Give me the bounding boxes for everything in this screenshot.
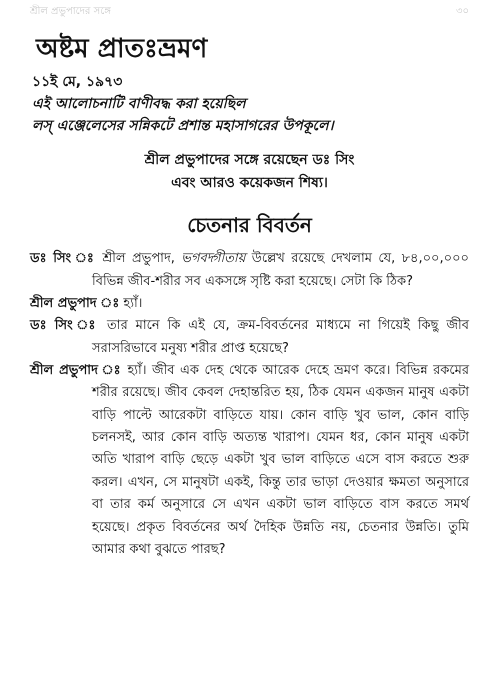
dialogue-paragraph: [30, 293, 469, 315]
running-header: [30, 4, 469, 21]
dialogue-text: হ্যাঁ। জীব এক দেহ থেকে আরেক দেহে ভ্রমণ করে। বিভিন্ন রকমের শরীর রয়েছে। জীব কেবল দেহান্তরিত হয়, ঠিক যেমন একজন মানুষ একটা বাড়ি পাল্টে আরেকটা বাড়িতে যায়। কোন বাড়ি খুব ভাল, কোন বাড়ি চলনসই, আর কোন বাড়ি অত্যন্ত খারাপ। যেমন ধর, কোন মানুষ একটা অতি খারাপ বাড়ি ছেড়ে একটা খুব ভাল বাড়িতে এসে বাস করতে শুরু করল। এখন, সে মানুষটা একই, কিন্তু তার ভাড়া দেওয়ার ক্ষমতা অনুসারে বা তার কর্ম অনুসারে সে এখন একটা ভাল বাড়িতে বাস করতে সমর্থ হয়েছে। প্রকৃত বিবর্তনের অর্থ দৈহিক উন্নতি নয়, চেতনার উন্নতি। তুমি আমার কথা বুঝতে পারছ?: [92, 363, 469, 557]
speaker-label: ডঃ সিং ঃ: [30, 251, 97, 267]
page-number: ৩০: [455, 6, 469, 17]
dialogue-paragraph: [30, 315, 469, 360]
speaker-label: ডঃ সিং ঃ: [30, 318, 100, 334]
persons-line-2: এবং আরও কয়েকজন শিষ্য।: [171, 174, 328, 191]
intro-line-2: লস্‌ এঞ্জেলেসের সন্নিকটে প্রশান্ত মহাসাগরের উপকূলে।: [32, 117, 334, 134]
dialogue-text: হ্যাঁ।: [119, 295, 143, 311]
speaker-label: শ্রীল প্রভুপাদ ঃ: [30, 295, 120, 311]
speaker-label: শ্রীল প্রভুপাদ ঃ: [30, 363, 122, 379]
dialogue-text: উল্লেখ রয়েছে দেখলাম যে, ৮৪,০০,০০০ বিভিন্ন জীব-শরীর সব একসঙ্গে সৃষ্টি করা হয়েছে। সেটা কি ঠিক?: [92, 251, 469, 289]
dialogue-paragraph: [30, 248, 469, 293]
dialogue-text: তার মানে কি এই যে, ক্রম-বিবর্তনের মাধ্যমে না গিয়েই কিছু জীব সরাসরিভাবে মনুষ্য শরীর প্রাপ্ত হয়েছে?: [92, 318, 469, 356]
persons-line-1: শ্রীল প্রভুপাদের সঙ্গে রয়েছেন ডঃ সিং: [144, 152, 355, 169]
walk-date: ১১ই মে, ১৯৭৩: [32, 74, 123, 91]
persons-present: [30, 149, 469, 194]
dialogue: [30, 248, 469, 561]
scripture-title: ভগবদ্গীতায়: [181, 251, 246, 267]
running-header-title: শ্রীল প্রভুপাদের সঙ্গে: [30, 6, 111, 17]
intro-line-1: এই আলোচনাটি বাণীবদ্ধ করা হয়েছিল: [32, 96, 246, 113]
dialogue-paragraph: [30, 360, 469, 561]
chapter-title: অষ্টম প্রাতঃভ্রমণ: [36, 34, 208, 64]
dialogue-text: শ্রীল প্রভুপাদ,: [96, 251, 182, 267]
section-title: চেতনার বিবর্তন: [187, 213, 312, 238]
